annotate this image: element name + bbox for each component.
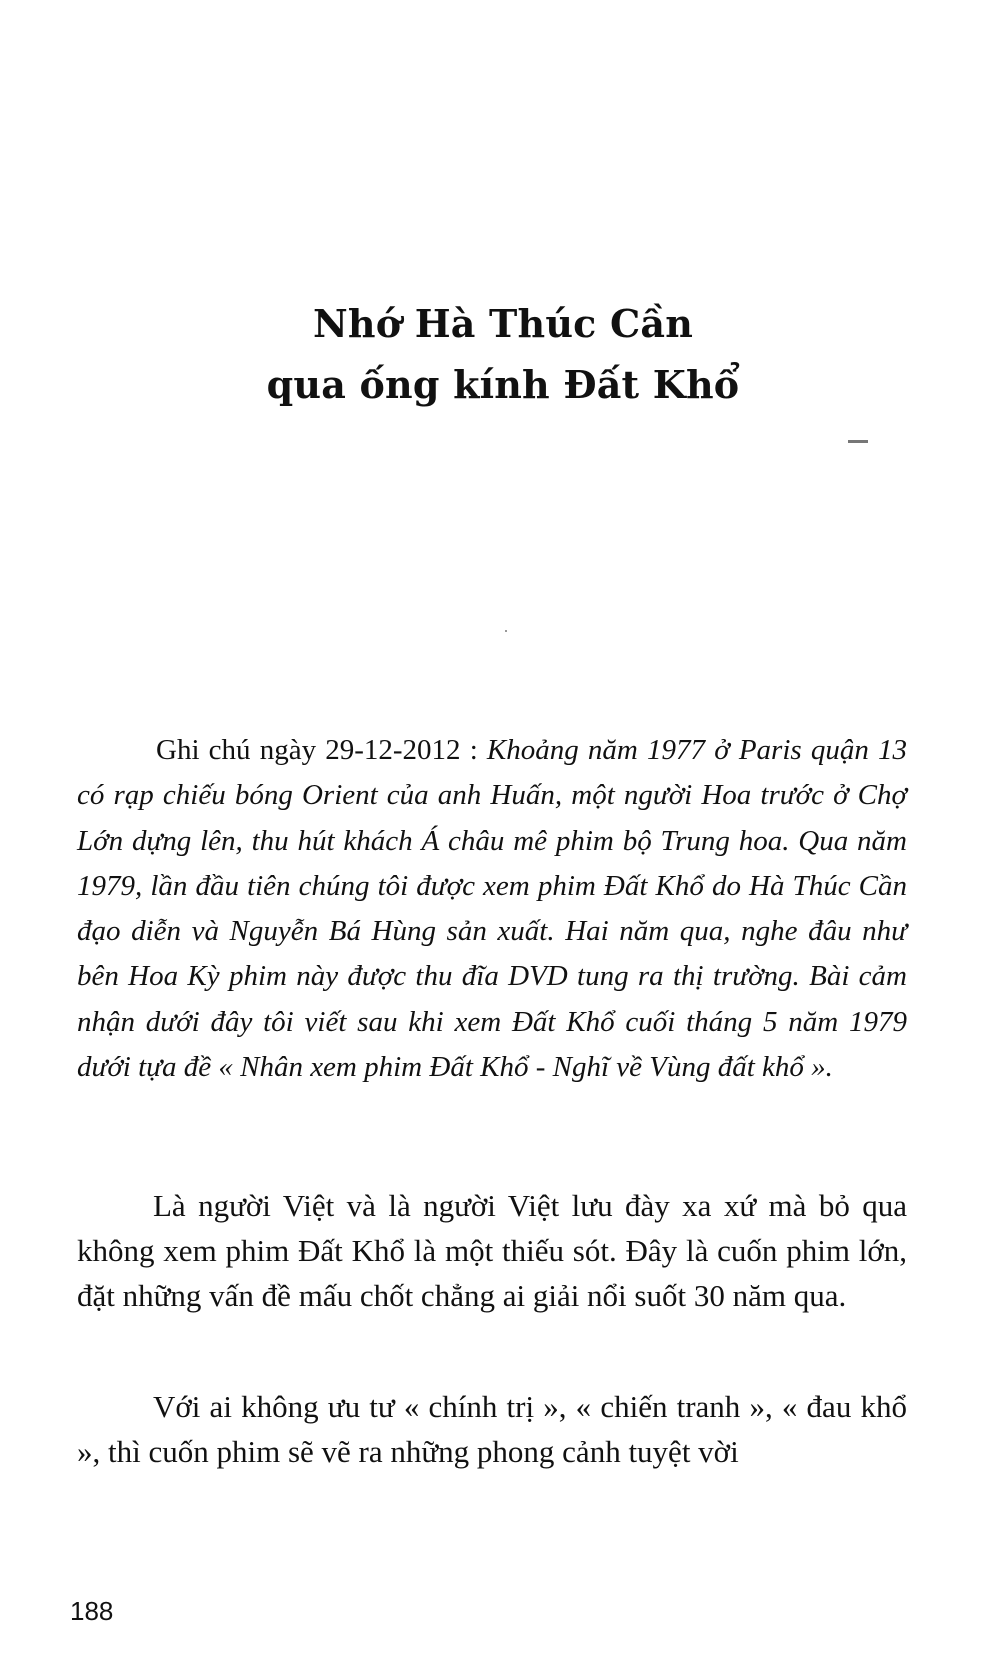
body-paragraph-2: Với ai không ưu tư « chính trị », « chiến tranh », « đau khổ », thì cuốn phim sẽ vẽ ra những phong cảnh tuyệt vời bbox=[77, 1389, 907, 1469]
chapter-title-line-2: qua ống kính Đất Khổ bbox=[266, 362, 740, 407]
editor-note bbox=[77, 728, 907, 1090]
note-body: Khoảng năm 1977 ở Paris quận 13 có rạp chiếu bóng Orient của anh Huấn, một người Hoa trước ở Chợ Lớn dựng lên, thu hút khách Á châu mê phim bộ Trung hoa. Qua năm 1979, lần đầu tiên chúng tôi được xem phim Đất Khổ do Hà Thúc Cần đạo diễn và Nguyễn Bá Hùng sản xuất. Hai năm qua, nghe đâu như bên Hoa Kỳ phim này được thu đĩa DVD tung ra thị trường. Bài cảm nhận dưới đây tôi viết sau khi xem Đất Khổ cuối tháng 5 năm 1979 dưới tựa đề « Nhân xem phim Đất Khổ - Nghĩ về Vùng đất khổ ». bbox=[77, 734, 907, 1084]
chapter-title-line-1: Nhớ Hà Thúc Cần bbox=[312, 301, 694, 346]
note-lead: Ghi chú ngày 29-12-2012 : bbox=[156, 734, 487, 766]
page-number: 188 bbox=[70, 1596, 114, 1626]
ornament-dash bbox=[848, 440, 868, 443]
body-paragraph-1: Là người Việt và là người Việt lưu đày xa xứ mà bỏ qua không xem phim Đất Khổ là một thiếu sót. Đây là cuốn phim lớn, đặt những vấn đề mấu chốt chẳng ai giải nổi suốt 30 năm qua. bbox=[77, 1188, 907, 1313]
scan-speck bbox=[505, 630, 507, 632]
